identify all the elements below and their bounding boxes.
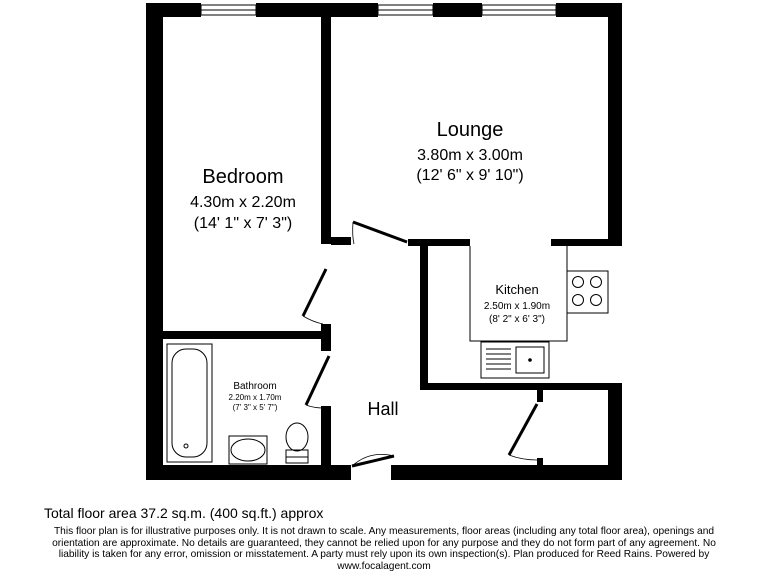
wall-bedroom-bottom <box>163 331 331 339</box>
hob-ring-3 <box>573 295 584 306</box>
wall-bath-right-bottom <box>321 406 331 465</box>
window-bedroom <box>201 3 256 17</box>
door-bedroom <box>303 269 326 316</box>
website-link: www.focalagent.com <box>337 560 431 572</box>
door-bathroom <box>306 356 329 405</box>
basin <box>229 436 267 464</box>
total-floor-area: Total floor area 37.2 sq.m. (400 sq.ft.) approx <box>44 505 324 521</box>
toilet-bowl <box>286 423 308 451</box>
wall-bedroom-lounge <box>321 17 331 244</box>
wall-right-upper <box>608 3 622 246</box>
lounge-name: Lounge <box>436 119 504 141</box>
bath <box>167 344 212 462</box>
room-labels <box>190 119 550 419</box>
bedroom-metric: 4.30m x 2.20m <box>190 194 296 211</box>
bedroom-imperial: (14' 1" x 7' 3") <box>193 215 293 232</box>
wall-kitchen-top-left <box>408 239 470 246</box>
window-lounge-left <box>378 3 433 17</box>
kitchen-metric: 2.50m x 1.90m <box>483 301 551 312</box>
wall-kitchen-left <box>420 239 428 387</box>
hob-ring-2 <box>591 277 602 288</box>
disclaimer <box>44 526 724 572</box>
wall-bottom-right <box>391 465 622 480</box>
kitchen-imperial: (8' 2" x 6' 3") <box>489 314 545 325</box>
door-lounge <box>353 222 407 242</box>
lounge-metric: 3.80m x 3.00m <box>417 147 523 164</box>
wall-kitchen-bottom <box>420 383 622 390</box>
kitchen-name: Kitchen <box>495 282 539 297</box>
bath-inner <box>172 349 207 457</box>
disclaimer-text: This floor plan is for illustrative purposes only. It is not drawn to scale. Any measurements, floor areas (including any total floor area), openings and orientation are approximate. No details are guaranteed, they cannot be relied upon for any purpose and they do not form part of any agreement. No liability is taken for any error, omission or misstatement. A party must rely upon its own inspection(s). Plan produced for Reed Rains. Powered by <box>52 526 716 561</box>
hall-name: Hall <box>367 399 399 419</box>
wall-store-left-low <box>537 458 543 465</box>
lounge-imperial: (12' 6" x 9' 10") <box>416 167 524 184</box>
wall-left <box>146 3 163 480</box>
wall-bath-right-top <box>321 324 331 351</box>
kitchen-fittings <box>470 246 608 378</box>
bathroom-metric: 2.20m x 1.70m <box>228 393 282 402</box>
bathroom-imperial: (7' 3" x 5' 7") <box>232 403 278 412</box>
hob <box>567 271 608 313</box>
door-store <box>509 404 537 455</box>
wall-bottom-left <box>146 465 351 480</box>
wall-store-left <box>537 390 543 402</box>
window-lounge-right <box>482 3 556 17</box>
bathroom-name: Bathroom <box>233 381 277 392</box>
hob-ring-1 <box>573 277 584 288</box>
wall-lounge-stub <box>331 237 351 245</box>
bedroom-name: Bedroom <box>202 166 284 188</box>
wall-kitchen-top-right <box>551 239 608 246</box>
hob-ring-4 <box>591 295 602 306</box>
windows <box>201 3 556 17</box>
